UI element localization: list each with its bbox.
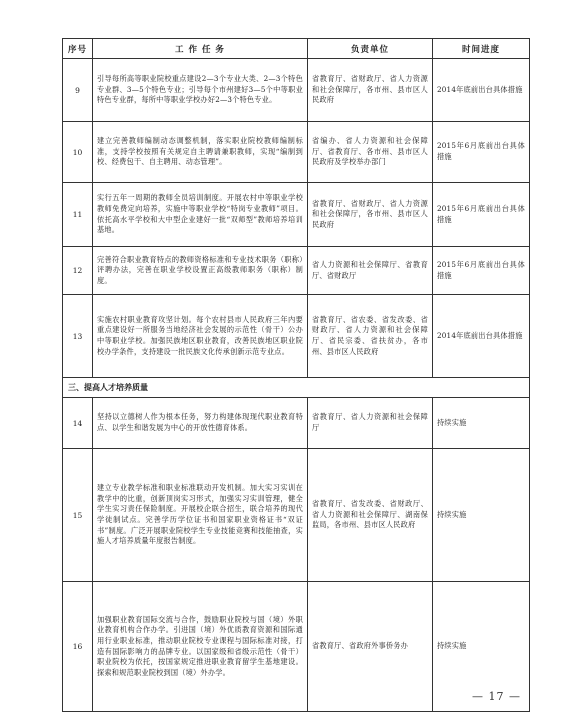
row-task: 完善符合职业教育特点的教师资格标准和专业技术职务（职称）评聘办法，完善在职业学校设置正高级教师职务（职称）制度。 — [93, 247, 308, 295]
row-number: 10 — [63, 122, 93, 183]
row-time: 2015年6月底前出台具体措施 — [433, 183, 530, 247]
row-task: 建立完善教师编制动态调整机制，落实职业院校教师编制标准，支持学校按照有关规定自主聘请兼职教师，实现“编制到校、经费包干、自主聘用、动态管理”。 — [93, 122, 308, 183]
row-task: 实施农村职业教育攻坚计划。每个农村县市人民政府三年内要重点建设好一所服务当地经济社会发展的示范性（骨干）公办中等职业学校。加强民族地区职业教育，改善民族地区职业院校办学条件，支持建设一批民族文化传承创新示范专业点。 — [93, 295, 308, 378]
row-unit: 省教育厅、省政府外事侨务办 — [308, 582, 433, 712]
row-time: 持续实施 — [433, 582, 530, 712]
row-time: 2015年6月底前出台具体措施 — [433, 122, 530, 183]
row-number: 11 — [63, 183, 93, 247]
header-time: 时间进度 — [433, 39, 530, 59]
row-time: 2014年底前出台具体措施 — [433, 59, 530, 122]
section-heading: 三、提高人才培养质量 — [63, 378, 530, 398]
row-number: 14 — [63, 398, 93, 449]
page-number: — 17 — — [472, 690, 521, 703]
table-row — [63, 59, 530, 122]
row-task: 实行五年一周期的教师全员培训制度。开展农村中等职业学校教师免费定向培养，实施中等职业学校“特岗专业教师”项目。依托高水平学校和大中型企业建好一批“双师型”教师培养培训基地。 — [93, 183, 308, 247]
row-task: 加强职业教育国际交流与合作，鼓励职业院校与国（境）外职业教育机构合作办学。引进国（境）外优质教育资源和国际通用行业职业标准，推动职业院校专业课程与国际标准对接，打造有国际影响力的品牌专业。以国家级和省级示范性（骨干）职业院校为依托，按国家规定推进职业教育留学生基地建设。探索和规范职业院校到国（境）外办学。 — [93, 582, 308, 712]
row-unit: 省教育厅、省财政厅、省人力资源和社会保障厅，各市州、县市区人民政府 — [308, 59, 433, 122]
row-time: 持续实施 — [433, 398, 530, 449]
row-time: 持续实施 — [433, 449, 530, 582]
row-task: 引导每所高等职业院校重点建设2—3个专业大类、2—3个特色专业群、3—5个特色专业；引导每个市州建好3—5个中等职业特色专业群，每所中等职业学校办好2—3个特色专业。 — [93, 59, 308, 122]
table-row — [63, 247, 530, 295]
header-task: 工 作 任 务 — [93, 39, 308, 59]
table-row — [63, 295, 530, 378]
row-time: 2015年6月底前出台具体措施 — [433, 247, 530, 295]
row-unit: 省编办、省人力资源和社会保障厅、省教育厅、各市州、县市区人民政府及学校举办部门 — [308, 122, 433, 183]
row-unit: 省教育厅、省人力资源和社会保障厅 — [308, 398, 433, 449]
table-row — [63, 183, 530, 247]
row-unit: 省教育厅、省财政厅、省人力资源和社会保障厅，各市州、县市区人民政府 — [308, 183, 433, 247]
row-unit: 省教育厅、省农委、省发改委、省财政厅、省人力资源和社会保障厅、省民宗委、省扶贫办，各市州、县市区人民政府 — [308, 295, 433, 378]
row-unit: 省教育厅、省发改委、省财政厅、省人力资源和社会保障厅、湖南保监局，各市州、县市区人民政府 — [308, 449, 433, 582]
table-row — [63, 582, 530, 712]
table-header-row — [63, 39, 530, 59]
row-number: 16 — [63, 582, 93, 712]
row-number: 12 — [63, 247, 93, 295]
table-row — [63, 449, 530, 582]
row-number: 9 — [63, 59, 93, 122]
row-task: 坚持以立德树人作为根本任务，努力构建体现现代职业教育特点、以学生和谐发展为中心的开放性德育体系。 — [93, 398, 308, 449]
row-unit: 省人力资源和社会保障厅、省教育厅、省财政厅 — [308, 247, 433, 295]
row-task: 建立专业教学标准和职业标准联动开发机制。加大实习实训在教学中的比重，创新顶岗实习形式，加强实习实训管理，健全学生实习责任保险制度。开展校企联合招生，联合培养的现代学徒制试点。完善学历学位证书和国家职业资格证书“双证书”制度。广泛开展职业院校学生专业技能竞赛和技能抽查，实施人才培养质量年度报告制度。 — [93, 449, 308, 582]
row-number: 13 — [63, 295, 93, 378]
task-table — [62, 38, 530, 712]
row-time: 2014年底前出台具体措施 — [433, 295, 530, 378]
header-unit: 负责单位 — [308, 39, 433, 59]
table-row — [63, 122, 530, 183]
row-number: 15 — [63, 449, 93, 582]
header-no: 序号 — [63, 39, 93, 59]
table-row — [63, 398, 530, 449]
section-heading-row — [63, 378, 530, 398]
